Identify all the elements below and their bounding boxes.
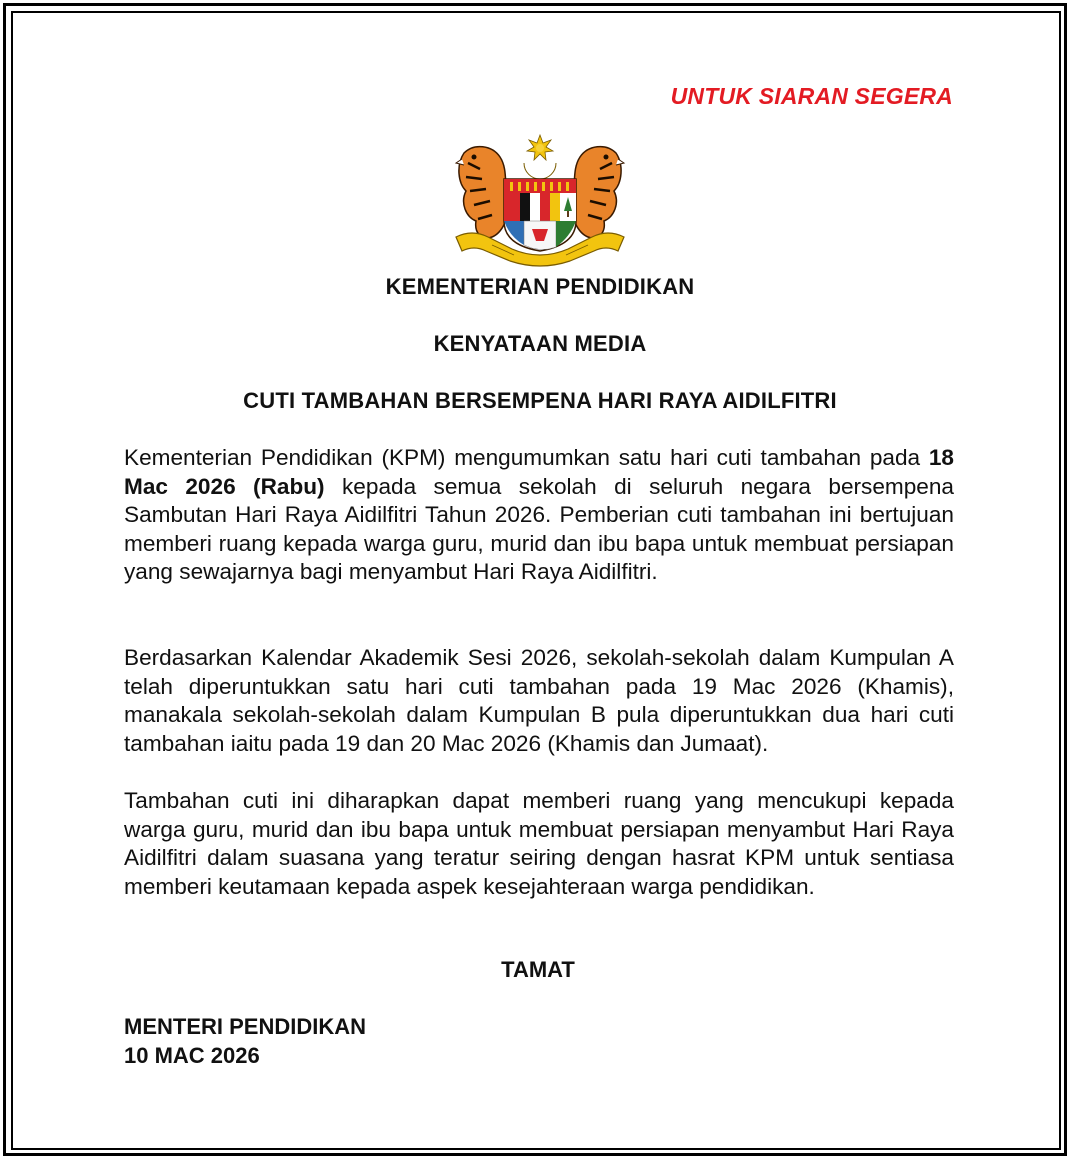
statement-title: CUTI TAMBAHAN BERSEMPENA HARI RAYA AIDILFITRI xyxy=(243,388,837,413)
paragraph-1-text-before: Kementerian Pendidikan (KPM) mengumumkan satu hari cuti tambahan pada xyxy=(124,445,929,470)
statement-date: 10 MAC 2026 xyxy=(124,1043,260,1068)
paragraph-1 xyxy=(124,444,954,587)
urgency-label: UNTUK SIARAN SEGERA xyxy=(670,83,953,109)
paragraph-2: Berdasarkan Kalendar Akademik Sesi 2026, sekolah-sekolah dalam Kumpulan A telah diperuntukkan satu hari cuti tambahan pada 19 Mac 2026 (Khamis), manakala sekolah-sekolah dalam Kumpulan B pula diperuntukkan dua hari cuti tambahan iaitu pada 19 dan 20 Mac 2026 (Khamis dan Jumaat). xyxy=(124,645,954,756)
ministry-heading: KEMENTERIAN PENDIDIKAN xyxy=(385,274,695,299)
paragraph-3: Tambahan cuti ini diharapkan dapat memberi ruang yang mencukupi kepada warga guru, murid dan ibu bapa untuk membuat persiapan menyambut Hari Raya Aidilfitri dalam suasana yang teratur seiring dengan hasrat KPM untuk sentiasa memberi keutamaan kepada aspek kesejahteraan warga pendidikan. xyxy=(124,788,954,899)
paragraph-1-text-after: kepada semua sekolah di seluruh negara bersempena Sambutan Hari Raya Aidilfitri Tahun 2026. Pemberian cuti tambahan ini bertujuan memberi ruang kepada warga guru, murid dan ibu bapa untuk membuat persiapan yang sewajarnya bagi menyambut Hari Raya Aidilfitri. xyxy=(124,473,954,584)
malaysia-coat-of-arms-icon xyxy=(452,133,628,269)
document-type-heading: KENYATAAN MEDIA xyxy=(433,331,647,356)
end-mark: TAMAT xyxy=(501,957,575,982)
signatory-title: MENTERI PENDIDIKAN xyxy=(124,1014,367,1039)
paragraph-1-date-highlight: 18 Mac 2026 (Rabu) xyxy=(124,445,954,499)
